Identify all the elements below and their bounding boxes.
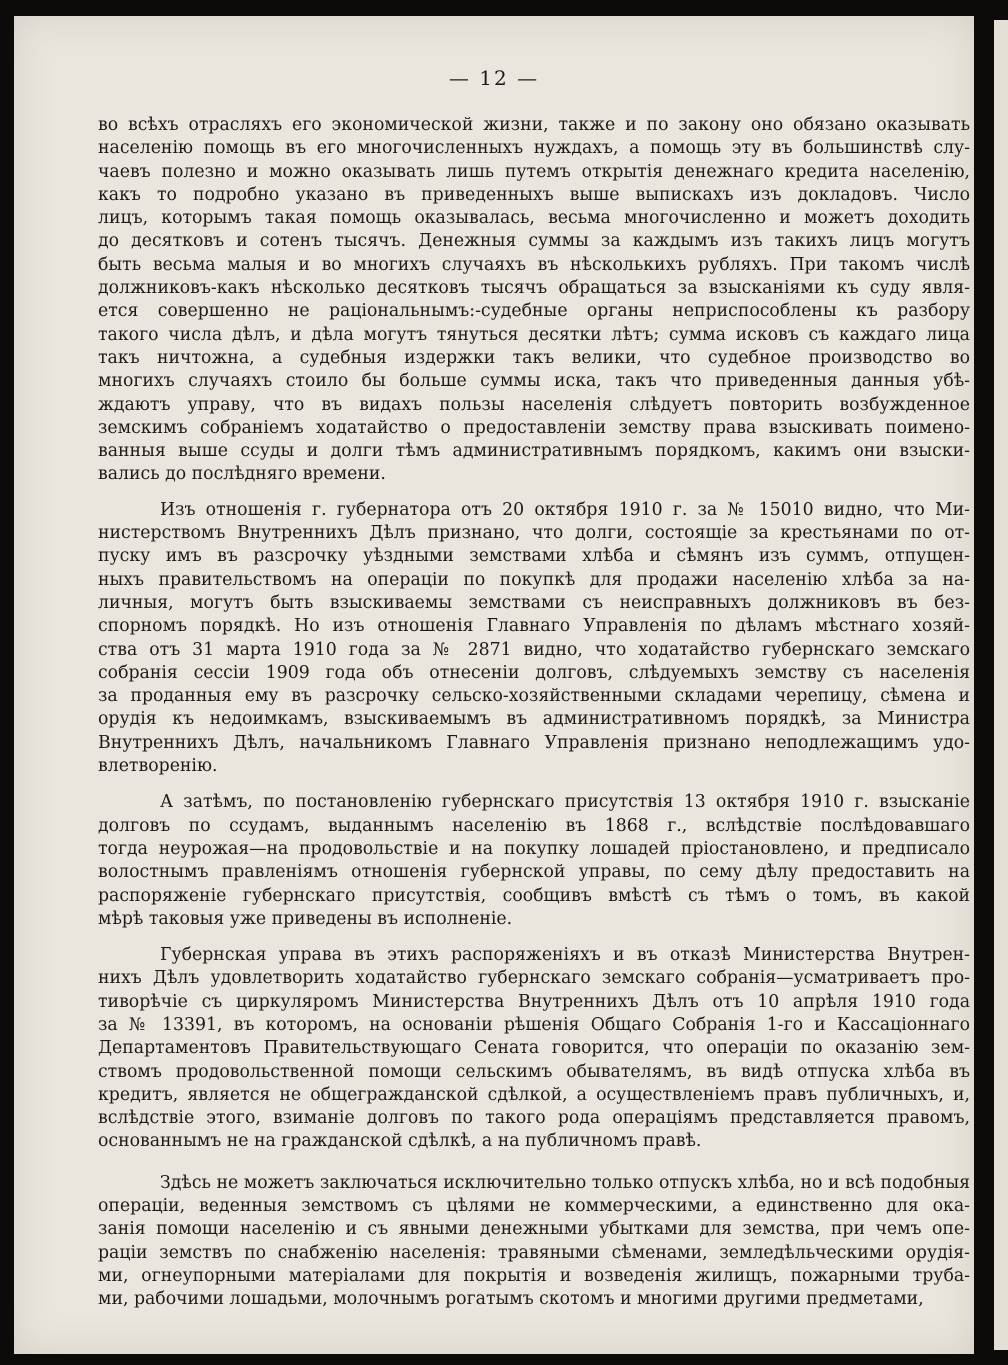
- document-body: [98, 114, 970, 1312]
- text-line: какъ то подробно указано въ приведенныхъ выше выпискахъ изъ докладовъ. Число: [98, 184, 970, 205]
- text-line: ждаютъ управу, что въ видахъ пользы населенія слѣдуетъ повторить возбужденное: [98, 394, 970, 415]
- text-line: ствомъ продовольственной помощи сельскимъ обывателямъ, въ видѣ отпуска хлѣба въ: [98, 1061, 970, 1082]
- next-page-edge: [994, 20, 1008, 1350]
- text-line: пуску имъ въ разсрочку уѣздными земствами хлѣба и сѣмянъ изъ суммъ, отпущен-: [98, 546, 970, 567]
- text-line: тиворѣчіе съ циркуляромъ Министерства Внутреннихъ Дѣлъ отъ 10 апрѣля 1910 года: [98, 991, 970, 1012]
- paragraph-1: [98, 114, 970, 487]
- text-line: лицъ, которымъ такая помощь оказывалась, весьма многочисленно и можетъ доходить: [98, 208, 970, 229]
- text-line: собранія сессіи 1909 года объ отнесеніи долговъ, слѣдуемыхъ земству съ населенія: [98, 662, 970, 683]
- page-number: — 12 —: [448, 66, 540, 90]
- paragraph-2: [98, 499, 970, 779]
- paragraph-5: [98, 1172, 970, 1312]
- text-line: кредитъ, является не общегражданской сдѣлкой, а осуществленіемъ правъ публичныхъ, и,: [98, 1084, 970, 1105]
- text-line: земскимъ собраніемъ ходатайство о предоставленіи земству права взыскивать поимено-: [98, 417, 970, 438]
- text-line: нихъ Дѣлъ удовлетворить ходатайство губернскаго земскаго собранія—усматриваетъ про-: [98, 968, 970, 989]
- text-line: вслѣдствіе этого, взиманіе долговъ по такого рода операціямъ представляется правомъ,: [98, 1108, 970, 1129]
- text-line: А затѣмъ, по постановленію губернскаго присутствія 13 октября 1910 г. взысканіе: [160, 792, 970, 813]
- text-line: ми, огнеупорными матеріалами для покрытія и возведенія жилищъ, пожарными труба-: [98, 1265, 970, 1286]
- text-line: ныхъ правительствомъ на операціи по покупкѣ для продажи населенію хлѣба за на-: [98, 569, 970, 590]
- text-line: тогда неурожая—на продовольствіе и на покупку лошадей пріостановлено, и предписало: [98, 838, 970, 859]
- text-line: населенію помощь въ его многочисленныхъ нуждахъ, а помощь эту въ большинствѣ слу-: [98, 138, 970, 159]
- text-line: должниковъ-какъ нѣсколько десятковъ тысячъ обращаться за взысканіями къ суду явля-: [98, 278, 970, 299]
- text-line: до десятковъ и сотенъ тысячъ. Денежныя суммы за каждымъ изъ такихъ лицъ могутъ: [98, 231, 970, 252]
- text-line: занія помощи населенію и съ явными денежными убытками для земства, при чемъ опе-: [98, 1219, 970, 1240]
- text-line: орудія къ недоимкамъ, взыскиваемымъ въ административномъ порядкѣ, за Министра: [98, 709, 970, 730]
- text-line: вались до послѣдняго времени.: [98, 464, 386, 485]
- text-line: распоряженіе губернскаго присутствія, сообщивъ вмѣстѣ съ тѣмъ о томъ, въ какой: [98, 885, 970, 906]
- text-line: многихъ случаяхъ стоило бы больше суммы иска, такъ что приведенныя данныя убѣ-: [98, 371, 970, 392]
- text-line: раціи земствъ по снабженію населенія: травяными сѣменами, земледѣльческими орудія-: [98, 1242, 970, 1263]
- text-line: ми, рабочими лошадьми, молочнымъ рогатымъ скотомъ и многими другими предметами,: [98, 1289, 924, 1310]
- text-line: во всѣхъ отрасляхъ его экономической жизни, также и по закону оно обязано оказывать: [98, 115, 970, 135]
- text-line: Департаментовъ Правительствующаго Сената говорится, что операціи по оказанію зем-: [98, 1038, 970, 1059]
- text-line: быть весьма малыя и во многихъ случаяхъ въ нѣсколькихъ рубляхъ. При такомъ числѣ: [98, 254, 970, 275]
- text-line: Губернская управа въ этихъ распоряженіяхъ и въ отказѣ Министерства Внутрен-: [160, 945, 970, 966]
- text-line: ванныя выше ссуды и долги тѣмъ административнымъ порядкомъ, какимъ они взыски-: [98, 441, 970, 462]
- text-line: за № 13391, въ которомъ, на основаніи рѣшенія Общаго Собранія 1-го и Кассаціоннаго: [98, 1014, 970, 1035]
- text-line: долговъ по ссудамъ, выданнымъ населенію въ 1868 г., вслѣдствіе послѣдовавшаго: [98, 815, 970, 836]
- text-line: нистерствомъ Внутреннихъ Дѣлъ признано, что долги, состоящіе за крестьянами по от-: [98, 523, 970, 544]
- text-line: волостнымъ правленіямъ отношенія губернской управы, по сему дѣлу предоставить на: [98, 862, 970, 883]
- paragraph-4: [98, 944, 970, 1154]
- text-line: Здѣсь не можетъ заключаться исключительно только отпускъ хлѣба, но и всѣ подобныя: [160, 1172, 970, 1193]
- text-line: чаевъ полезно и можно оказывать лишь путемъ открытія денежнаго кредита населенію,: [98, 161, 970, 182]
- text-line: Изъ отношенія г. губернатора отъ 20 октября 1910 г. за № 15010 видно, что Ми-: [160, 499, 970, 520]
- text-line: основаннымъ не на гражданской сдѣлкѣ, а на публичномъ правѣ.: [98, 1131, 702, 1152]
- text-line: спорномъ порядкѣ. Но изъ отношенія Главнаго Управленія по дѣламъ мѣстнаго хозяй-: [98, 616, 970, 637]
- text-line: ется совершенно не раціональнымъ:-судебные органы неприспособлены къ разбору: [98, 301, 970, 322]
- text-line: ства отъ 31 марта 1910 года за № 2871 видно, что ходатайство губернскаго земскаго: [98, 639, 970, 660]
- text-line: такого числа дѣлъ, и дѣла могутъ тянуться десятки лѣтъ; сумма исковъ съ каждаго лица: [98, 324, 970, 345]
- text-line: личныя, могутъ быть взыскиваемы земствами съ неисправныхъ должниковъ въ без-: [98, 592, 970, 613]
- text-line: Внутреннихъ Дѣлъ, начальникомъ Главнаго Управленія признано неподлежащимъ удо-: [98, 732, 970, 753]
- text-line: операціи, веденныя земствомъ съ цѣлями не коммерческими, а единственно для ока-: [98, 1196, 970, 1217]
- text-line: мѣрѣ таковыя уже приведены въ исполненіе.: [98, 908, 513, 929]
- text-line: такъ ничтожна, а судебныя издержки такъ велики, что судебное производство во: [98, 347, 970, 368]
- paragraph-3: [98, 791, 970, 931]
- text-line: влетворенію.: [98, 756, 218, 777]
- text-line: за проданныя ему въ разсрочку сельско-хозяйственными складами черепицу, сѣмена и: [98, 686, 970, 707]
- document-page: [14, 16, 974, 1354]
